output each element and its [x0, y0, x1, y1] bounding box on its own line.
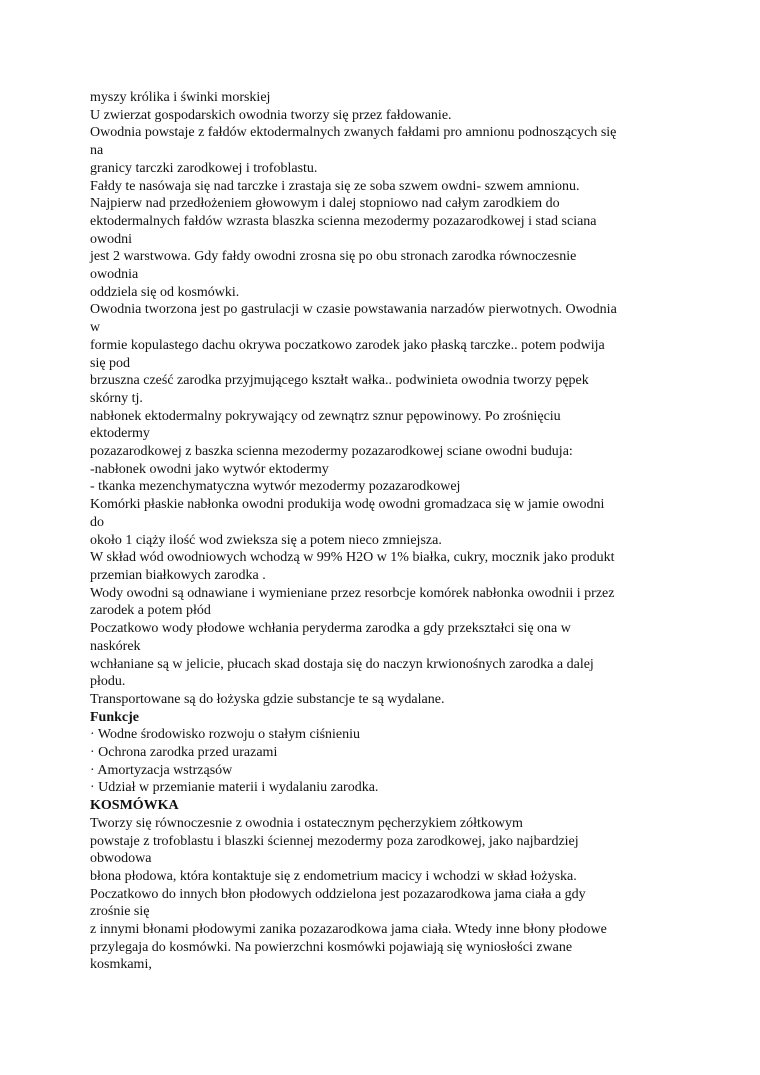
- text-line: Tworzy się równoczesnie z owodnia i ostatecznym pęcherzykiem zółtkowym: [90, 815, 523, 831]
- text-line: brzuszna cześć zarodka przyjmującego kształt wałka.. podwinieta owodnia tworzy pępek: [90, 373, 589, 389]
- bullet-item: · Udział w przemianie materii i wydalaniu zarodka.: [90, 780, 379, 796]
- text-line: wchłaniane są w jelicie, płucach skad dostaja się do naczyn krwionośnych zarodka a dalej: [90, 656, 594, 672]
- text-line: Wody owodni są odnawiane i wymieniane przez resorbcje komórek nabłonka owodnii i przez: [90, 585, 615, 601]
- list-item: - tkanka mezenchymatyczna wytwór mezodermy pozazarodkowej: [90, 479, 461, 495]
- text-line: przemian białkowych zarodka .: [90, 567, 266, 583]
- text-line: się pod: [90, 355, 131, 371]
- text-line: U zwierzat gospodarskich owodnia tworzy się przez fałdowanie.: [90, 107, 452, 123]
- text-line: ektodermy: [90, 426, 150, 442]
- text-line: owodni: [90, 231, 132, 247]
- text-line: Najpierw nad przedłożeniem głowowym i dalej stopniowo nad całym zarodkiem do: [90, 196, 560, 212]
- text-line: W skład wód owodniowych wchodzą w 99% H2O w 1% białka, cukry, mocznik jako produkt: [90, 550, 615, 566]
- text-line: błona płodowa, która kontaktuje się z endometrium macicy i wchodzi w skład łożyska.: [90, 868, 577, 884]
- text-line: oddziela się od kosmówki.: [90, 284, 240, 300]
- text-line: owodnia: [90, 267, 139, 283]
- text-line: myszy królika i świnki morskiej: [90, 90, 271, 105]
- text-line: naskórek: [90, 638, 141, 654]
- text-line: powstaje z trofoblastu i blaszki ściennej mezodermy poza zarodkowej, jako najbardziej: [90, 833, 579, 849]
- text-line: ektodermalnych fałdów wzrasta blaszka scienna mezodermy pozazarodkowej i stad sciana: [90, 213, 597, 229]
- text-line: jest 2 warstwowa. Gdy fałdy owodni zrosna się po obu stronach zarodka równoczesnie: [90, 249, 577, 265]
- text-line: granicy tarczki zarodkowej i trofoblastu.: [90, 160, 318, 176]
- text-line: pozazarodkowej z baszka scienna mezodermy pozazarodkowej sciane owodni buduja:: [90, 444, 573, 460]
- text-line: formie kopulastego dachu okrywa poczatkowo zarodek jako płaską tarczke.. potem podwija: [90, 337, 605, 353]
- document-page: [90, 89, 670, 974]
- text-line: skórny tj.: [90, 390, 143, 406]
- bullet-item: · Wodne środowisko rozwoju o stałym ciśnieniu: [90, 727, 361, 743]
- text-line: Owodnia powstaje z fałdów ektodermalnych zwanych fałdami pro amnionu podnoszących się: [90, 125, 617, 141]
- text-line: Fałdy te nasówaja się nad tarczke i zrastaja się ze soba szwem owdni- szwem amnionu.: [90, 178, 580, 194]
- text-line: około 1 ciąży ilość wod zwieksza się a potem nieco zmniejsza.: [90, 532, 442, 548]
- section-heading-funkcje: Funkcje: [90, 709, 139, 725]
- text-line: Poczatkowo wody płodowe wchłania peryderma zarodka a gdy przekształci się ona w: [90, 621, 571, 637]
- text-line: obwodowa: [90, 851, 152, 867]
- text-line: z innymi błonami płodowymi zanika pozazarodkowa jama ciała. Wtedy inne błony płodowe: [90, 922, 607, 938]
- text-line: przylegaja do kosmówki. Na powierzchni kosmówki pojawiają się wyniosłości zwane: [90, 939, 573, 955]
- text-line: zarodek a potem płód: [90, 603, 211, 619]
- text-line: w: [90, 320, 101, 336]
- text-line: Owodnia tworzona jest po gastrulacji w czasie powstawania narzadów pierwotnych. Owodnia: [90, 302, 617, 318]
- text-line: kosmkami,: [90, 957, 152, 973]
- text-line: Poczatkowo do innych błon płodowych oddzielona jest pozazarodkowa jama ciała a gdy: [90, 886, 586, 902]
- bullet-item: · Amortyzacja wstrząsów: [90, 762, 233, 778]
- bullet-item: · Ochrona zarodka przed urazami: [90, 745, 278, 761]
- text-line: płodu.: [90, 674, 126, 690]
- text-line: Transportowane są do łożyska gdzie substancje te są wydalane.: [90, 691, 445, 707]
- text-line: na: [90, 143, 104, 159]
- text-line: Komórki płaskie nabłonka owodni produkija wodę owodni gromadzaca się w jamie owodni: [90, 497, 605, 513]
- text-line: zrośnie się: [90, 904, 150, 920]
- list-item: -nabłonek owodni jako wytwór ektodermy: [90, 461, 329, 477]
- section-heading-kosmowka: KOSMÓWKA: [90, 798, 179, 814]
- text-line: nabłonek ektodermalny pokrywający od zewnątrz sznur pępowinowy. Po zrośnięciu: [90, 408, 561, 424]
- text-line: do: [90, 514, 104, 530]
